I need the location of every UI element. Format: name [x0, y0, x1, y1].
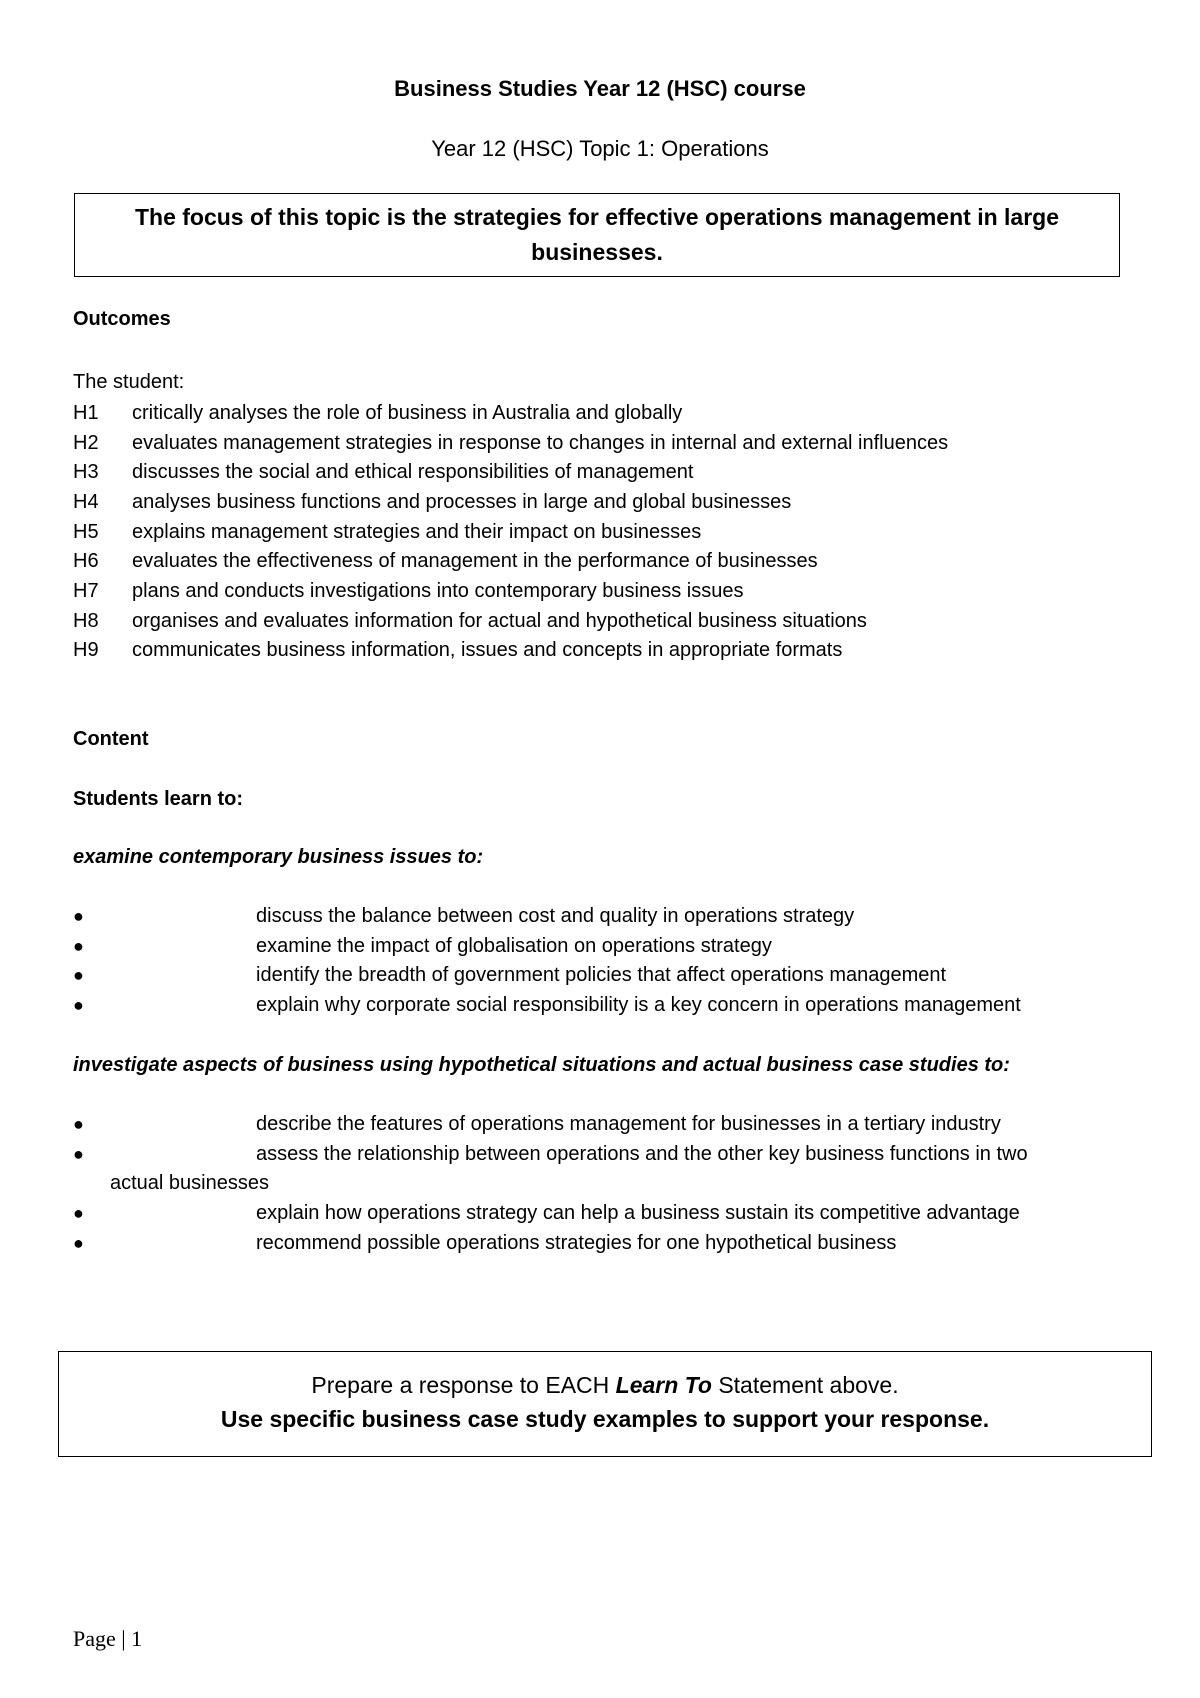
list-item-text: discuss the balance between cost and quality in operations strategy	[256, 905, 855, 927]
list-item-text: assess the relationship between operations and the other key business functions in two	[256, 1142, 1028, 1165]
list-item	[73, 961, 1133, 991]
bullet-icon: ●	[73, 1203, 84, 1224]
list-item	[73, 1199, 1133, 1229]
outcome-text: organises and evaluates information for actual and hypothetical business situations	[132, 609, 867, 632]
prepare-after: Statement above.	[711, 1372, 899, 1398]
outcomes-list	[73, 398, 948, 665]
focus-text: The focus of this topic is the strategies for effective operations management in large businesses.	[134, 204, 1060, 265]
list-item	[73, 1229, 1133, 1259]
outcome-code: H5	[73, 520, 99, 543]
topic-subtitle: Year 12 (HSC) Topic 1: Operations	[431, 136, 769, 161]
outcome-code: H1	[73, 401, 99, 424]
bullet-icon: ●	[73, 935, 84, 956]
prepare-line-2: Use specific business case study examples to support your response.	[220, 1406, 990, 1432]
bullet-icon: ●	[73, 1114, 84, 1134]
list-item	[73, 1110, 1133, 1140]
bullet-icon: ●	[73, 1232, 84, 1253]
section2-heading: investigate aspects of business using hypothetical situations and actual business case studies to:	[73, 1054, 1010, 1076]
section1-heading: examine contemporary business issues to:	[73, 846, 484, 868]
list-item-text: recommend possible operations strategies for one hypothetical business	[256, 1231, 897, 1254]
outcome-text: analyses business functions and processes in large and global businesses	[132, 490, 792, 513]
outcome-item	[73, 517, 948, 547]
list-item-text: explain why corporate social responsibility is a key concern in operations management	[256, 994, 1021, 1017]
learn-to-heading: Students learn to:	[73, 788, 244, 810]
document-title: Business Studies Year 12 (HSC) course	[394, 76, 806, 101]
prepare-line-1	[59, 1368, 1151, 1402]
bullet-icon: ●	[73, 1143, 84, 1164]
outcome-text: critically analyses the role of business in Australia and globally	[132, 401, 683, 424]
outcome-item	[73, 576, 948, 606]
learn-to-emphasis: Learn To	[615, 1372, 712, 1398]
outcome-text: evaluates management strategies in response to changes in internal and external influences	[132, 431, 949, 454]
outcomes-heading: Outcomes	[73, 308, 171, 330]
outcome-item	[73, 636, 948, 666]
page-number: Page | 1	[73, 1626, 143, 1651]
list-item-text: explain how operations strategy can help a business sustain its competitive advantage	[256, 1202, 1020, 1225]
outcome-text: discusses the social and ethical responsibilities of management	[132, 461, 694, 484]
student-intro: The student:	[73, 371, 185, 393]
list-item-continuation: actual businesses	[110, 1172, 269, 1195]
outcome-item	[73, 606, 948, 636]
prepare-before: Prepare a response to EACH	[311, 1372, 616, 1398]
list-item	[73, 1140, 1133, 1199]
outcome-code: H3	[73, 461, 99, 484]
outcome-code: H7	[73, 579, 99, 602]
list-item-text: examine the impact of globalisation on operations strategy	[256, 934, 772, 957]
prepare-box	[58, 1351, 1152, 1457]
outcome-text: communicates business information, issues and concepts in appropriate formats	[132, 639, 843, 662]
outcome-item	[73, 487, 948, 517]
outcome-item	[73, 398, 948, 428]
outcome-item	[73, 546, 948, 576]
list-item-text: identify the breadth of government policies that affect operations management	[256, 964, 947, 987]
outcome-text: evaluates the effectiveness of management in the performance of businesses	[132, 550, 818, 573]
bullet-icon: ●	[73, 906, 84, 926]
outcome-text: plans and conducts investigations into contemporary business issues	[132, 579, 744, 602]
bullet-icon: ●	[73, 965, 84, 986]
outcome-code: H9	[73, 639, 99, 662]
outcome-item	[73, 457, 948, 487]
focus-box	[74, 193, 1120, 277]
outcome-code: H4	[73, 490, 99, 513]
outcome-text: explains management strategies and their impact on businesses	[132, 520, 702, 543]
outcome-code: H6	[73, 550, 99, 573]
bullet-icon: ●	[73, 995, 84, 1016]
section2-list	[73, 1110, 1133, 1259]
list-item-text: describe the features of operations management for businesses in a tertiary industry	[256, 1113, 1001, 1135]
outcome-code: H8	[73, 609, 99, 632]
outcome-item	[73, 428, 948, 458]
list-item	[73, 932, 1133, 962]
section1-list	[73, 902, 1133, 1021]
list-item	[73, 902, 1133, 932]
content-heading: Content	[73, 728, 149, 750]
list-item	[73, 991, 1133, 1021]
outcome-code: H2	[73, 431, 99, 454]
